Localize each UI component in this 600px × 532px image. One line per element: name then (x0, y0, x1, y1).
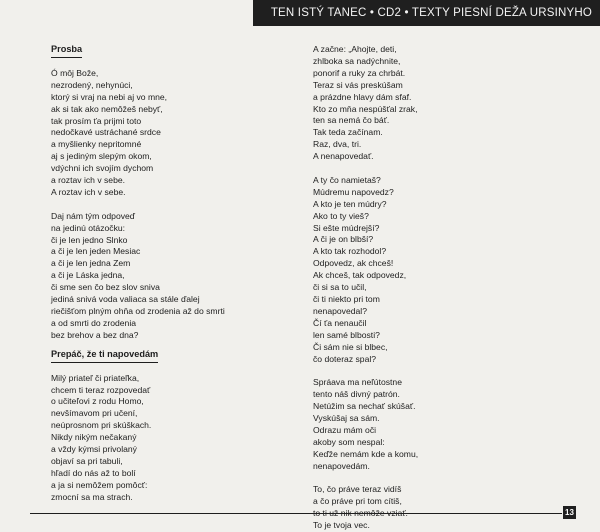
text-line: ponorif a ruky za chrbát. (313, 67, 406, 78)
right-column (313, 44, 513, 532)
text-line: Keďže nemám kde a komu, (313, 448, 419, 459)
text-line: A roztav ich v sebe. (51, 186, 126, 197)
text-line: na jedinú otázočku: (51, 222, 126, 233)
text-line: Netúžim sa nechať skúšať. (313, 401, 416, 412)
header-bar (253, 0, 600, 26)
text-line: a či je len jedna Zem (51, 258, 131, 269)
prepac-stanza-3 (313, 175, 513, 366)
text-line: Nikdy nikým nečakaný (51, 432, 137, 443)
text-line: a roztav ich v sebe. (51, 175, 126, 186)
text-line: nezrodený, nehynúci, (51, 79, 133, 90)
song-title-prepac: Prepáč, že ti napovedám (51, 349, 158, 363)
text-line: zmocní sa ma strach. (51, 491, 133, 502)
text-line: a myšlienky nepritomné (51, 139, 142, 150)
text-line: či sme sen čo bez slov sniva (51, 282, 160, 293)
text-line: nenapovedám. (313, 460, 370, 471)
text-line: a či je len jeden Mesiac (51, 246, 141, 257)
prepac-stanza-1 (51, 373, 291, 504)
text-line: nenapovedal? (313, 305, 368, 316)
song-title-prosba: Prosba (51, 44, 82, 58)
prepac-stanza-2 (313, 44, 513, 163)
text-line: o učiteľovi z rodu Homo, (51, 396, 144, 407)
text-line (313, 508, 513, 520)
text-line: aj s jediným slepým okom, (51, 151, 152, 162)
text-line: tak prosím ťa prijmi toto (51, 115, 142, 126)
text-line: zhlboka sa nadýchnite, (313, 55, 401, 66)
text-line: Odrazu mám oči (313, 424, 377, 435)
text-line: Ó môj Bože, (51, 67, 99, 78)
text-line: objaví sa pri tabuli, (51, 455, 123, 466)
text-line: To je tvoja vec. (313, 520, 370, 531)
text-line: To, čo práve teraz vidíš (313, 484, 402, 495)
text-line: Či sám nie si blbec, (313, 341, 388, 352)
text-line: a čo práve pri tom cítiš, (313, 496, 402, 507)
left-column (51, 44, 291, 504)
text-line: a ja si nemôžem pomôcť: (51, 479, 148, 490)
text-line: A kto je ten múdry? (313, 198, 387, 209)
text-line: chcem ti teraz rozpovedať (51, 384, 151, 395)
page-number: 13 (565, 508, 574, 517)
text-line: A začne: „Ahojte, deti, (313, 44, 397, 54)
text-line: A ty čo namietaš? (313, 174, 381, 185)
text-line: Tak teda začínam. (313, 127, 383, 138)
text-line: Daj nám tým odpoveď (51, 210, 136, 221)
text-line: A či je on blbší? (313, 234, 374, 245)
text-line: Múdremu napovedz? (313, 186, 394, 197)
text-line: bez brehov a bez dna? (51, 329, 139, 340)
text-line: Vyskúšaj sa sám. (313, 413, 380, 424)
text-line: Spráava ma neľútostne (313, 377, 402, 388)
text-line: hľadí do nás až to bolí (51, 467, 136, 478)
text-line: Teraz si vás preskúšam (313, 79, 403, 90)
text-line: ktorý si vraj na nebi aj vo mne, (51, 91, 168, 102)
text-line: či ti niekto pri tom (313, 294, 380, 305)
text-line: Čí ťa nenaučil (313, 317, 367, 328)
text-line: a či je Láska jedna, (51, 270, 125, 281)
text-line: tento náš divný patrón. (313, 389, 400, 400)
text-line: nevšímavom pri učení, (51, 408, 138, 419)
text-line: Ak chceš, tak odpovedz, (313, 270, 407, 281)
text-line: Raz, dva, tri. (313, 139, 362, 150)
text-line: Si ešte múdrejší? (313, 222, 380, 233)
prosba-stanza-1 (51, 68, 291, 199)
text-line: neúprosnom pri skúškach. (51, 420, 152, 431)
text-line: len samé blbosti? (313, 329, 380, 340)
prepac-stanza-4 (313, 377, 513, 472)
text-line: akoby som nespal: (313, 436, 385, 447)
footer-rule (30, 513, 562, 514)
text-line: a vždy kýmsi privolaný (51, 444, 137, 455)
text-line: a prázdne hlavy dám sfaf. (313, 91, 412, 102)
text-line: Ako to ty vieš? (313, 210, 369, 221)
text-line: Kto zo mňa nespúšťal zrak, (313, 103, 418, 114)
text-line: čo doteraz spal? (313, 353, 377, 364)
text-line: Odpovedz, ak chceš! (313, 258, 394, 269)
text-line: A kto tak rozhodol? (313, 246, 387, 257)
prepac-stanza-5 (313, 484, 513, 532)
text-line: či si sa to učil, (313, 282, 367, 293)
text-line: riečišťom plným ohňa od zrodenia až do smrti (51, 306, 225, 317)
text-line: vdýchni ich svojím dychom (51, 163, 154, 174)
text-line: ak si tak ako nemôžeš nebyť, (51, 103, 163, 114)
prosba-stanza-2 (51, 211, 291, 342)
text-line: ten sa nemá čo báť. (313, 115, 390, 126)
page-number-badge (563, 506, 576, 519)
text-line: či je len jedno Slnko (51, 234, 128, 245)
text-line: jediná snivá voda valiaca sa stále ďalej (51, 294, 200, 305)
text-line: nedočkavé ustráchané srdce (51, 127, 161, 138)
text-line: a od smrti do zrodenia (51, 317, 137, 328)
text-line: A nenapovedať. (313, 151, 374, 162)
header-title: TEN ISTÝ TANEC • CD2 • TEXTY PIESNÍ DEŽA URSINYHO (270, 7, 592, 19)
text-line: Milý priateľ či priateľka, (51, 372, 140, 383)
